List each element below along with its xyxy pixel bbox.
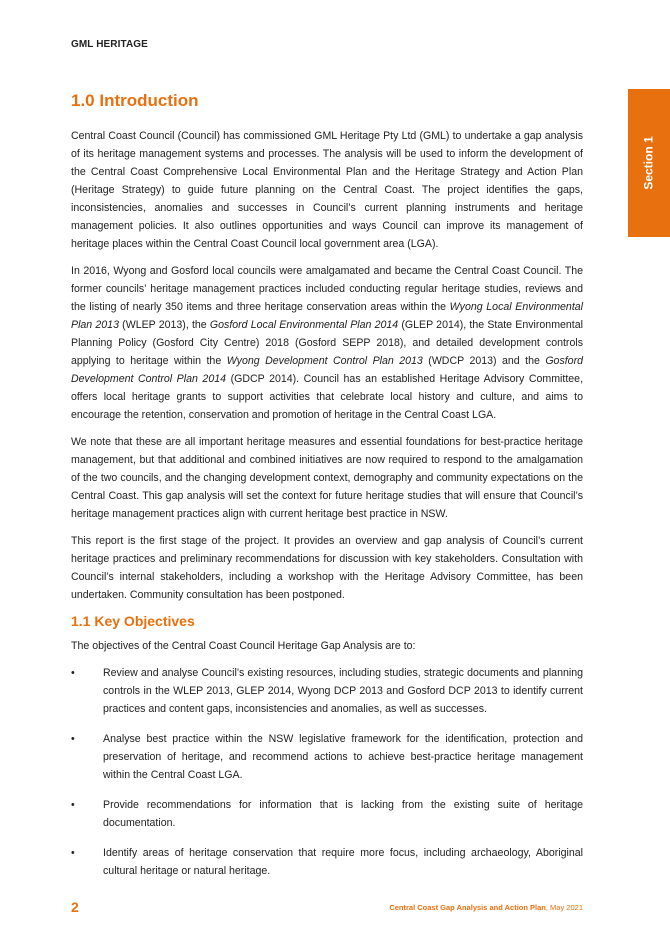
main-content <box>71 91 583 892</box>
footer-doc-info <box>389 903 583 912</box>
intro-paragraph <box>71 127 583 253</box>
intro-paragraph <box>71 262 583 424</box>
intro-paragraph <box>71 532 583 604</box>
objective-text: Review and analyse Council’s existing resources, including studies, strategic documents and planning controls in the WLEP 2013, GLEP 2014, Wyong DCP 2013 and Gosford DCP 2013 to identify current practices and content gaps, inconsistencies and anomalies, as well as successes. <box>103 667 583 715</box>
bullet-icon: • <box>71 799 75 811</box>
text-run: (WDCP 2013) and the <box>422 355 546 367</box>
text-run: Central Coast Council (Council) has commissioned GML Heritage Pty Ltd (GML) to undertake a gap analysis of its heritage management systems and processes. The analysis will be used to inform the development of the Central Coast Comprehensive Local Environmental Plan and the Heritage Strategy and Action Plan (Heritage Strategy) to guide future planning on the Central Coast. The project identifies the gaps, inconsistencies, anomalies and successes in Council’s current planning instruments and heritage management policies. It also outlines opportunities and ways Council can improve its management of heritage places within the Central Coast Council local government area (LGA). <box>71 130 583 250</box>
objective-text: Analyse best practice within the NSW legislative framework for the identification, protection and preservation of heritage, and recommend actions to achieve best-practice heritage management within the Central Coast LGA. <box>103 733 583 781</box>
italic-title: Gosford Development Control Plan 2014 <box>71 355 583 385</box>
footer-doc-title: Central Coast Gap Analysis and Action Plan <box>389 903 546 912</box>
objectives-intro: The objectives of the Central Coast Council Heritage Gap Analysis are to: <box>71 640 416 652</box>
intro-section <box>71 127 583 604</box>
italic-title: Wyong Development Control Plan 2013 <box>226 355 423 367</box>
objective-text: Provide recommendations for information that is lacking from the existing suite of heritage documentation. <box>103 799 583 829</box>
text-run: This report is the first stage of the project. It provides an overview and gap analysis of Council’s current heritage practices and preliminary recommendations for discussion with key stakeholders. Consultation with Council’s internal stakeholders, including a workshop with the Heritage Advisory Committee, has been undertaken. Community consultation has been postponed. <box>71 535 583 601</box>
objective-item <box>71 796 583 832</box>
italic-title: Wyong Local Environmental Plan 2013 <box>71 301 584 331</box>
bullet-icon: • <box>71 733 75 745</box>
italic-title: Gosford Local Environmental Plan 2014 <box>209 319 399 331</box>
intro-paragraph <box>71 433 583 523</box>
section-tab <box>628 89 670 237</box>
section-tab-label: Section 1 <box>642 136 657 190</box>
objective-item <box>71 844 583 880</box>
text-run: We note that these are all important heritage measures and essential foundations for best-practice heritage management, but that additional and combined initiatives are now required to respond to the amalgamation of the two councils, and the changing development context, demography and community expectations on the Central Coast. This gap analysis will set the context for future heritage studies that will ensure that Council’s heritage management practices align with current heritage best practice in NSW. <box>71 436 583 520</box>
objective-item <box>71 730 583 784</box>
text-run: (GDCP 2014). Council has an established Heritage Advisory Committee, offers local heritage grants to support activities that celebrate local history and culture, and aims to encourage the retention, conservation and promotion of heritage in the Central Coast LGA. <box>71 373 584 421</box>
page-title: 1.0 Introduction <box>71 91 199 110</box>
text-run: (GLEP 2014), the State Environmental Planning Policy (Gosford City Centre) 2018 (Gosford SEPP 2018), and detailed development controls applying to heritage within the <box>71 319 583 367</box>
objective-text: Identify areas of heritage conservation that require more focus, including archaeology, Aboriginal cultural heritage or natural heritage. <box>103 847 583 877</box>
text-run: (WLEP 2013), the <box>118 319 210 331</box>
running-header: GML HERITAGE <box>71 39 148 50</box>
objectives-list <box>71 664 583 880</box>
bullet-icon: • <box>71 667 75 679</box>
page-number: 2 <box>71 899 79 915</box>
section-heading-key-objectives: 1.1 Key Objectives <box>71 613 195 629</box>
text-run: In 2016, Wyong and Gosford local councils were amalgamated and became the Central Coast Council. The former councils’ heritage management practices included conducting regular heritage studies, reviews and the listing of nearly 350 items and three heritage conservation areas within the <box>71 265 583 313</box>
footer-date: , May 2021 <box>545 903 583 912</box>
objective-item <box>71 664 583 718</box>
bullet-icon: • <box>71 847 75 859</box>
